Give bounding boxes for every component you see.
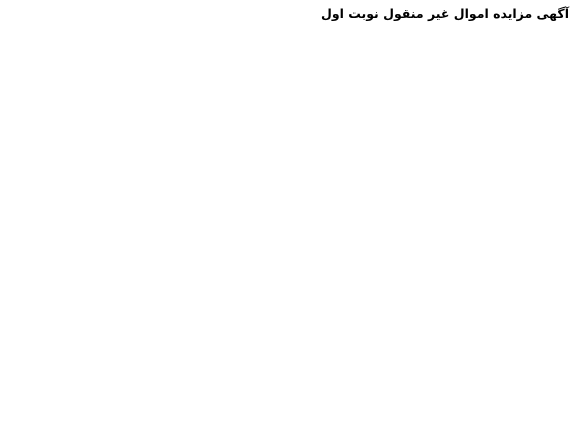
notice-title: آگهی مزایده اموال غیر منقول نوبت اول	[321, 6, 569, 21]
